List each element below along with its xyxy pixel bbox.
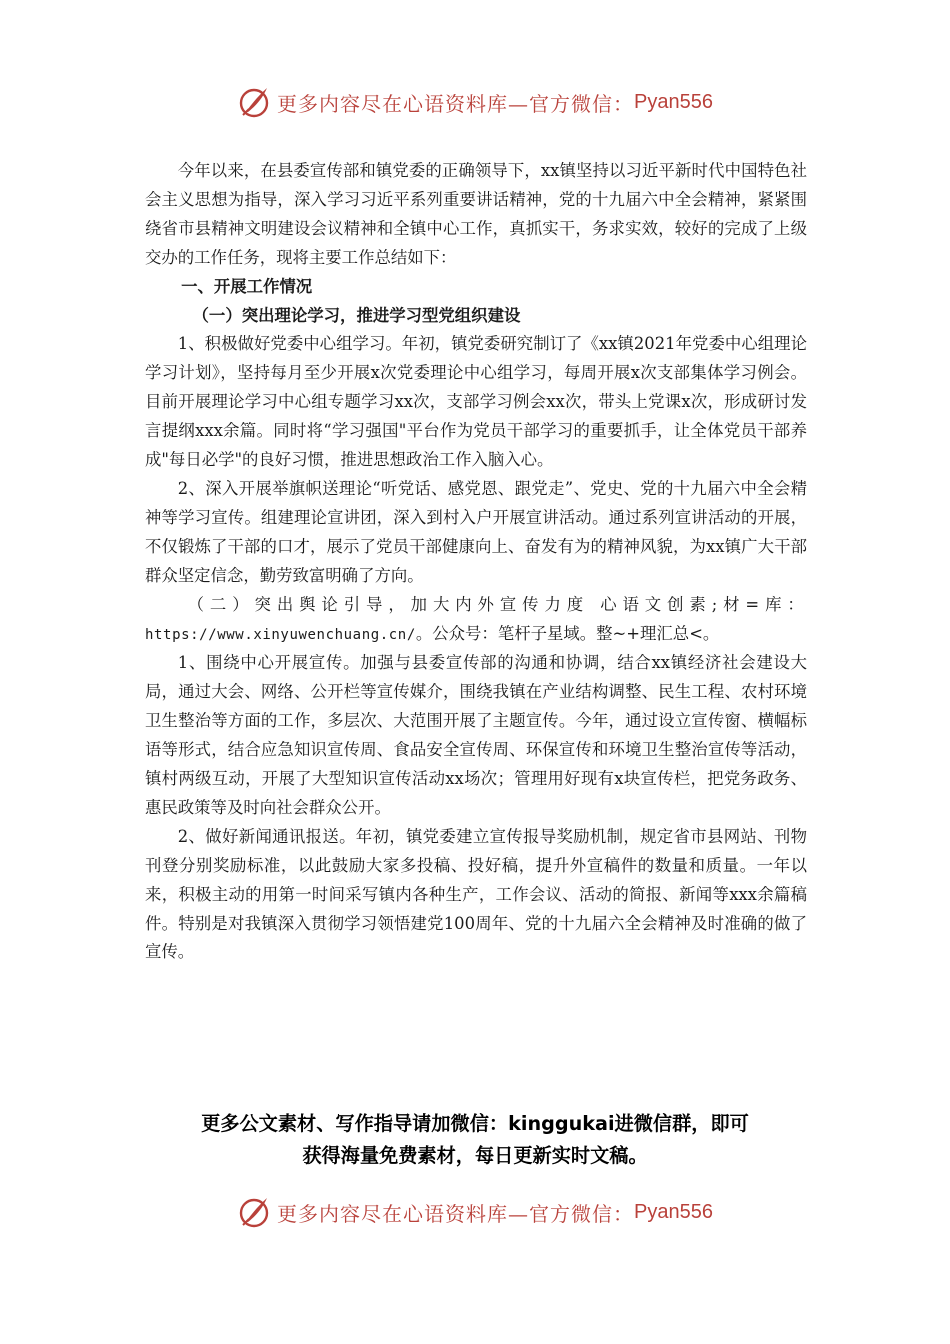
header-banner: [0, 80, 950, 124]
watermark-tail: 。公众号：笔杆子星域。整~+理汇总<。: [415, 623, 720, 643]
intro-paragraph: 今年以来，在县委宣传部和镇党委的正确领导下，xx镇坚持以习近平新时代中国特色社会主义思想为指导，深入学习习近平系列重要讲话精神，党的十九届六中全会精神，紧紧围绕省市县精神文明建设会议精神和全镇中心工作，真抓实干，务求实效，较好的完成了上级交办的工作任务，现将主要工作总结如下：: [145, 161, 807, 267]
footer-note: [120, 1108, 830, 1172]
subsection-heading-2: [145, 591, 807, 650]
paragraph-2: 2、深入开展举旗帜送理论“听党话、感党恩、跟党走”、党史、党的十九届六中全会精神等学习宣传。组建理论宣讲团，深入到村入户开展宣讲活动。通过系列宣讲活动的开展，不仅锻炼了干部的口才，展示了党员干部健康向上、奋发有为的精神风貌，为xx镇广大干部群众坚定信念，勤劳致富明确了方向。: [145, 478, 807, 585]
banner-wechat-id: Pyan556: [634, 1200, 713, 1223]
paragraph-1: 1、积极做好党委中心组学习。年初，镇党委研究制订了《xx镇2021年党委中心组理论学习计划》，坚持每月至少开展x次党委理论中心组学习，每周开展x次支部集体学习例会。目前开展理论学习中心组专题学习xx次，支部学习例会xx次，带头上党课x次，形成研讨发言提纲xxx余篇。同时将“学习强国"平台作为党员干部学习的重要抓手，让全体党员干部养成"每日必学"的良好习惯，推进思想政治工作入脑入心。: [145, 334, 807, 470]
footer-banner: [0, 1190, 950, 1234]
banner-text: 更多内容尽在心语资料库—官方微信：: [277, 1201, 635, 1226]
quill-pen-logo-icon: [237, 1195, 271, 1229]
document-body: [145, 157, 807, 967]
subsection-heading-1: （一）突出理论学习，推进学习型党组织建设: [192, 305, 521, 325]
subsection-heading-2-title: （二）突出舆论引导，加大内外宣传力度: [187, 594, 590, 614]
paragraph-3: 1、围绕中心开展宣传。加强与县委宣传部的沟通和协调，结合xx镇经济社会建设大局，通过大会、网络、公开栏等宣传媒介，围绕我镇在产业结构调整、民生工程、农村环境卫生整治等方面的工作，多层次、大范围开展了主题宣传。今年，通过设立宣传窗、横幅标语等形式，结合应急知识宣传周、食品安全宣传周、环保宣传和环境卫生整治宣传等活动，镇村两级互动，开展了大型知识宣传活动xx场次；管理用好现有x块宣传栏，把党务政务、惠民政策等及时向社会群众公开。: [145, 653, 807, 817]
paragraph-4: 2、做好新闻通讯报送。年初，镇党委建立宣传报导奖励机制，规定省市县网站、刊物刊登分别奖励标准，以此鼓励大家多投稿、投好稿，提升外宣稿件的数量和质量。一年以来，积极主动的用第一时间采写镇内各种生产，工作会议、活动的简报、新闻等xxx余篇稿件。特别是对我镇深入贯彻学习领悟建党100周年、党的十九届六全会精神及时准确的做了宣传。: [145, 826, 807, 962]
watermark-text: 心语文创素;材=库：: [600, 594, 807, 614]
banner-wechat-id: Pyan556: [634, 90, 713, 113]
banner-text: 更多内容尽在心语资料库—官方微信：: [277, 91, 635, 116]
quill-pen-logo-icon: [237, 85, 271, 119]
watermark-url: https://www.xinyuwenchuang.cn/: [145, 626, 416, 643]
footer-line-1: 更多公文素材、写作指导请加微信：kinggukai进微信群，即可: [201, 1112, 749, 1135]
section-heading-1: 一、开展工作情况: [181, 276, 313, 296]
footer-line-2: 获得海量免费素材，每日更新实时文稿。: [302, 1144, 648, 1167]
